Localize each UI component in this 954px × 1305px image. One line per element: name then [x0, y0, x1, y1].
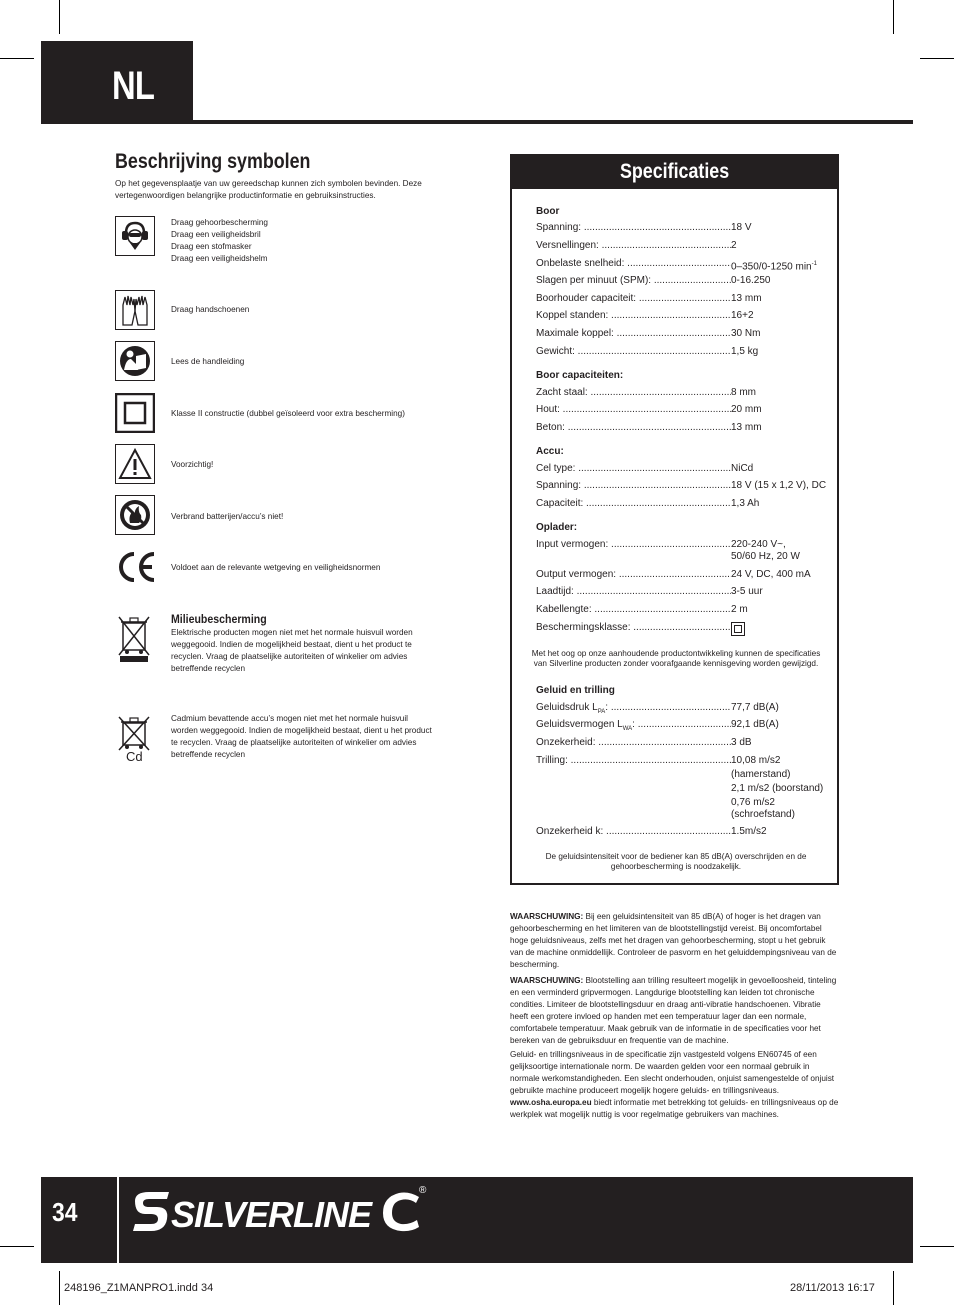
spec-label-sub: WA [622, 726, 633, 732]
spec-group-title: Geluid en trilling [536, 685, 615, 696]
spec-value: 18 V (15 x 1,2 V), DC [731, 480, 831, 492]
warning-text: Blootstelling aan trilling resulteert mogelijk in gevoelloosheid, tinteling en een verminderd gripvermogen. Langdurige blootstelling kan leiden tot chronische condities. Limiteer de blootstellingsduur en draag anti-vibratie handschoenen. Vibratie heeft een grotere invloed op handen met een temperatuur lager dan een normale, comfortabele temperatuur. Maak gebruik van de informatie in de specificaties voor het bereken van de gebruiksduur en frequentie van de machine. [510, 976, 837, 1045]
warning-vibration [510, 975, 840, 1047]
spec-value: 1,5 kg [731, 346, 831, 358]
spec-label: Spanning: ..... [536, 222, 731, 234]
spec-value: 2 m [731, 604, 831, 616]
spec-label: Beton: ..... [536, 422, 731, 434]
spec-note: De geluidsintensiteit voor de bediener kan 85 dB(A) overschrijden en de gehoorbescherming is noodzakelijk. [545, 852, 807, 871]
spec-group-title: Boor capaciteiten: [536, 370, 624, 381]
environment-title: Milieubescherming [171, 612, 267, 626]
spec-value: 92,1 dB(A) [731, 719, 831, 731]
spec-label: Cel type: ..... [536, 463, 731, 475]
spec-label: Gewicht: ..... [536, 346, 731, 358]
specifications-header [512, 156, 837, 189]
spec-value: 30 Nm [731, 328, 831, 340]
spec-row [536, 539, 826, 563]
spec-label: Beschermingsklasse: ..... [536, 622, 731, 634]
spec-value: 3-5 uur [731, 586, 831, 598]
cd-label: Cd [126, 749, 143, 764]
spec-value: 13 mm [731, 422, 831, 434]
footer-divider [117, 1177, 119, 1263]
symbol-label: Voldoet aan de relevante wetgeving en veiligheidsnormen [171, 563, 381, 572]
specifications-title: Specificaties [620, 160, 730, 183]
crop-mark [893, 0, 894, 34]
symbol-label: Klasse II constructie (dubbel geïsoleerd voor extra bescherming) [171, 409, 405, 418]
symbol-label: Draag een veiligheidsbril [171, 230, 261, 239]
spec-label: Hout: ..... [536, 404, 731, 416]
warning-label: WAARSCHUWING: [510, 912, 584, 921]
spec-group-title: Oplader: [536, 522, 578, 533]
spec-value: 1,3 Ah [731, 498, 831, 510]
spec-label-end: : [632, 719, 635, 730]
spec-value: 220-240 V~, [731, 539, 786, 550]
crop-mark [920, 58, 954, 59]
crop-mark [0, 1246, 34, 1247]
warning-icon [115, 444, 155, 484]
spec-label: Laadtijd: ..... [536, 586, 731, 598]
paragraph-text: Geluid- en trillingsniveaus in de specificatie zijn vastgesteld volgens EN60745 of een gelijksoortige internationale norm. De waarden gelden voor een normaal gebruik in normale werkomstandigheden. Een slecht onderhouden, onjuist samengestelde of onjuist gebruikte machine produceert mogelijk hogere geluids- en trillingsniveaus. [510, 1050, 835, 1095]
crop-mark [59, 0, 60, 34]
brand-text: SILVERLINE [171, 1194, 372, 1235]
spec-label: Output vermogen: ..... [536, 569, 731, 581]
osha-link[interactable]: www.osha.europa.eu [510, 1098, 592, 1107]
noise-levels-paragraph [510, 1049, 840, 1121]
spec-group-title: Boor [536, 206, 560, 217]
page-number: 34 [52, 1197, 78, 1227]
spec-value-extra: (schroefstand) [731, 809, 795, 820]
spec-label: Geluidsvermogen L [536, 719, 623, 730]
spec-label: Onzekerheid: ..... [536, 737, 731, 749]
spec-label: Koppel standen: ..... [536, 310, 731, 322]
spec-value: NiCd [731, 463, 831, 475]
no-fire-icon [115, 495, 155, 535]
slug-filename: 248196_Z1MANPRO1.indd 34 [64, 1282, 214, 1294]
spec-value-line2: 50/60 Hz, 20 W [731, 551, 800, 562]
manual-icon [115, 341, 155, 381]
spec-value: 24 V, DC, 400 mA [731, 569, 831, 581]
spec-value: 13 mm [731, 293, 831, 305]
symbol-label: Voorzichtig! [171, 460, 214, 469]
symbol-label: Lees de handleiding [171, 357, 245, 366]
paragraph-text: biedt informatie met betrekking tot geluids- en trillingsniveaus op de werkplek wat mogelijk nuttig is voor regelmatige gebruikers van machines. [510, 1098, 839, 1119]
symbol-label: Draag handschoenen [171, 305, 250, 314]
ce-icon [115, 547, 155, 587]
spec-value-extra: 2,1 m/s2 (boorstand) [731, 783, 824, 794]
spec-group-title: Accu: [536, 446, 564, 457]
spec-label: Slagen per minuut (SPM): ..... [536, 275, 731, 287]
spec-label: Boorhouder capaciteit: ..... [536, 293, 731, 305]
spec-label: Trilling: ..... [536, 755, 731, 767]
symbol-label: Verbrand batterijen/accu’s niet! [171, 512, 284, 521]
crop-mark [59, 1271, 60, 1305]
crop-mark [893, 1271, 894, 1305]
gloves-icon [115, 290, 155, 330]
spec-value: 8 mm [731, 387, 831, 399]
ppe-icon [115, 216, 155, 256]
spec-label: Zacht staal: ..... [536, 387, 731, 399]
spec-value-extra: (hamerstand) [731, 769, 791, 780]
spec-label: Kabellengte: ..... [536, 604, 731, 616]
symbols-intro: Op het gegevensplaatje van uw gereedschap kunnen zich symbolen bevinden. Deze vertegenwoordigen belangrijke productinformatie en gebruiksinstructies. [115, 179, 422, 200]
spec-label: Onzekerheid k: ..... [536, 826, 731, 838]
crop-mark [920, 1246, 954, 1247]
spec-value: 20 mm [731, 404, 831, 416]
weee-bin-icon [116, 614, 152, 664]
spec-label-end: : [605, 702, 609, 713]
spec-label: Capaciteit: ..... [536, 498, 731, 510]
spec-label: Geluidsdruk L [536, 702, 598, 713]
symbol-label: Draag een veiligheidshelm [171, 254, 268, 263]
spec-value: 3 dB [731, 737, 831, 749]
spec-label: Input vermogen: ..... [536, 539, 731, 551]
spec-value: 2 [731, 240, 831, 252]
spec-value: 0–350/0-1250 min [731, 261, 812, 273]
symbols-title: Beschrijving symbolen [115, 150, 311, 173]
header-rule [41, 120, 913, 124]
slug-date: 28/11/2013 16:17 [790, 1282, 875, 1294]
symbol-label: Draag een stofmasker [171, 242, 252, 251]
spec-value-sup: -1 [811, 261, 817, 267]
spec-value: 18 V [731, 222, 831, 234]
spec-value [731, 622, 831, 636]
spec-value: 0-16.250 [731, 275, 831, 287]
spec-value: 1.5m/s2 [731, 826, 831, 838]
silverline-logo [131, 1187, 431, 1237]
spec-value: 16+2 [731, 310, 831, 322]
registered-mark: ® [419, 1185, 427, 1196]
spec-label: Maximale koppel: ..... [536, 328, 731, 340]
warning-text: Bij een geluidsintensiteit van 85 dB(A) of hoger is het dragen van gehoorbescherming en het limiteren van de blootstellingstijd vereist. Bij oncomfortabel hoge geluidsniveaus, zelfs met het dragen van gehoorbescherming, stopt u het gebruik van de machine onmiddellijk. Controleer de pasvorm en het geluiddempingsniveau van de bescherming. [510, 912, 837, 969]
warning-label: WAARSCHUWING: [510, 976, 584, 985]
spec-label: Spanning: ..... [536, 480, 731, 492]
spec-label: Versnellingen: ..... [536, 240, 731, 252]
cadmium-text: Cadmium bevattende accu’s mogen niet met het normale huisvuil worden weggegooid. Indien de mogelijkheid bestaat, dient u het product te recyclen. Vraag de plaatselijke autoriteiten of winkelier om advies betreffende recyclen [171, 714, 432, 759]
crop-mark [0, 58, 34, 59]
spec-label: Onbelaste snelheid: ..... [536, 258, 731, 270]
spec-note: Met het oog op onze aanhoudende productontwikkeling kunnen de specificaties van Silverline producten zonder voorafgaande kennisgeving worden gewijzigd. [531, 649, 821, 668]
spec-value-extra: 0,76 m/s2 [731, 797, 775, 808]
class-ii-icon [115, 393, 155, 433]
symbol-label: Draag gehoorbescherming [171, 218, 268, 227]
spec-value: 10,08 m/s2 [731, 755, 781, 766]
class-ii-small-icon [731, 622, 745, 636]
spec-label-sub: PA [597, 709, 606, 715]
spec-row [536, 755, 826, 827]
spec-value: 77,7 dB(A) [731, 702, 831, 714]
environment-text: Elektrische producten mogen niet met het normale huisvuil worden weggegooid. Indien de mogelijkheid bestaat, dient u het product te recyclen. Vraag de plaatselijke autoriteiten of winkelier om advies betreffende recyclen [171, 628, 413, 673]
language-code: NL [112, 64, 155, 108]
warning-noise [510, 911, 840, 971]
